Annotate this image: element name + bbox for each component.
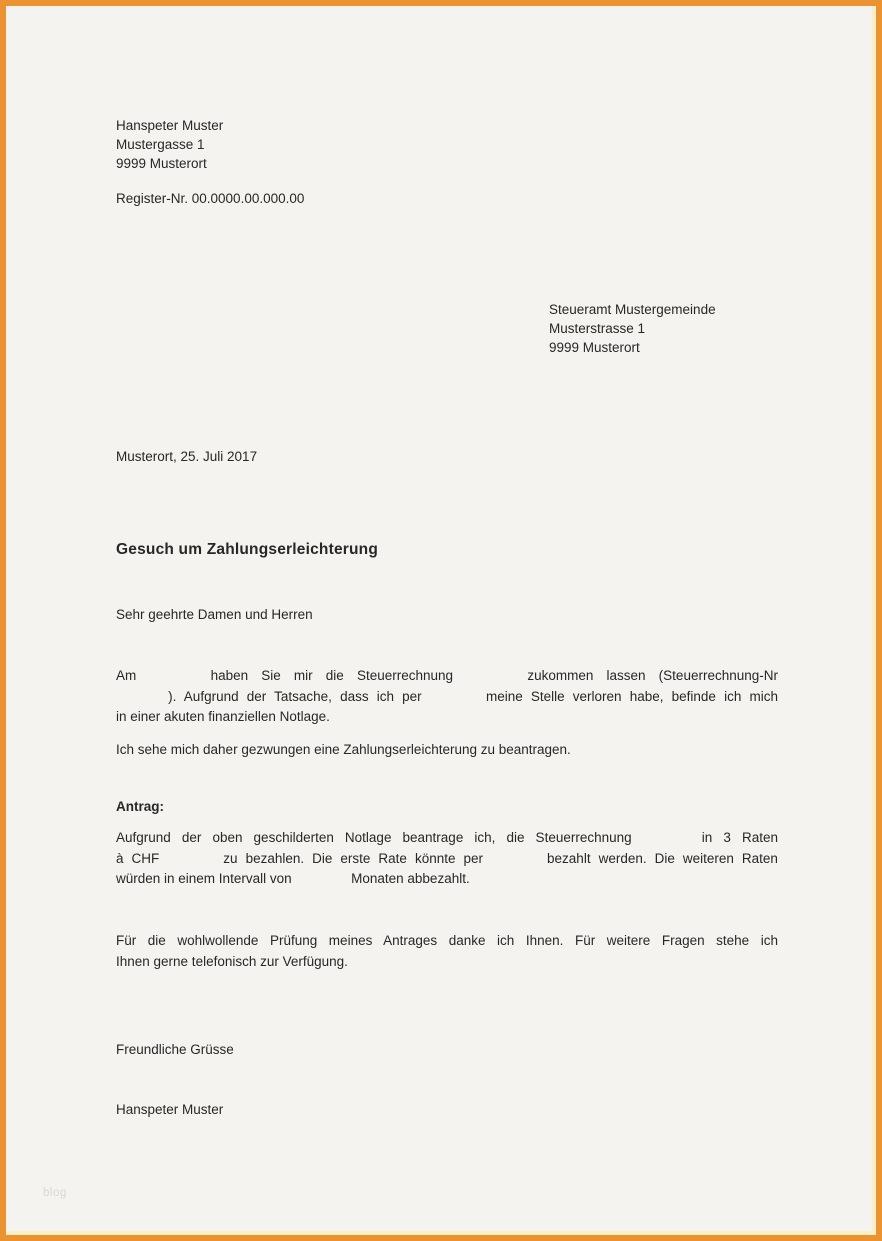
blank-field-months [295, 882, 347, 883]
blank-field-date [430, 700, 478, 701]
text-segment: Aufgrund der oben geschilderten Notlage beantrage ich, die Steuerrechnung [116, 830, 632, 845]
blank-field-year [466, 679, 514, 680]
sender-street: Mustergasse 1 [116, 137, 205, 152]
register-number: Register-Nr. 00.0000.00.000.00 [116, 191, 305, 206]
blank-field-date [149, 679, 197, 680]
text-segment: ). Aufgrund der Tatsache, dass ich per [168, 688, 422, 704]
text-segment: bezahlt werden. Die weiteren Raten [547, 850, 778, 866]
paragraph-intro-line-3: in einer akuten finanziellen Notlage. [116, 709, 330, 725]
recipient-street: Musterstrasse 1 [549, 321, 646, 336]
recipient-name: Steueramt Mustergemeinde [549, 302, 716, 317]
closing-formula: Freundliche Grüsse [116, 1042, 234, 1057]
sender-address-block [116, 116, 223, 173]
paragraph-intro [116, 666, 778, 728]
text-segment: à CHF [116, 850, 160, 866]
paragraph-thanks-line-2: Ihnen gerne telefonisch zur Verfügung. [116, 953, 348, 969]
blank-field-invoice-number [116, 700, 160, 701]
paragraph-antrag [116, 828, 778, 890]
paragraph-intro-line-2 [116, 687, 778, 708]
text-segment: würden in einem Intervall von [116, 871, 292, 887]
blank-field-amount [167, 862, 215, 863]
text-segment: in 3 Raten [701, 830, 778, 845]
paragraph-antrag-line-3 [116, 869, 778, 890]
signature-name: Hanspeter Muster [116, 1102, 224, 1117]
recipient-city: 9999 Musterort [549, 340, 640, 355]
subject-heading: Gesuch um Zahlungserleichterung [116, 541, 378, 558]
blank-field-date [491, 862, 539, 863]
recipient-address-block [549, 300, 716, 357]
paragraph-antrag-line-1 [116, 828, 778, 849]
antrag-label: Antrag: [116, 799, 164, 814]
text-segment: Am [116, 668, 137, 683]
text-segment: zukommen lassen (Steuerrechnung-Nr [527, 668, 778, 683]
watermark: blog [43, 1187, 67, 1199]
blank-field-year [643, 841, 691, 842]
salutation: Sehr geehrte Damen und Herren [116, 607, 313, 622]
date-line: Musterort, 25. Juli 2017 [116, 449, 258, 464]
text-segment: haben Sie mir die Steuerrechnung [210, 668, 454, 683]
text-segment: zu bezahlen. Die erste Rate könnte per [223, 850, 483, 866]
text-segment: Monaten abbezahlt. [351, 871, 470, 887]
paragraph-antrag-line-2 [116, 849, 778, 870]
paragraph-request: Ich sehe mich daher gezwungen eine Zahlungserleichterung zu beantragen. [116, 742, 571, 757]
paragraph-thanks-line-1: Für die wohlwollende Prüfung meines Antrages danke ich Ihnen. Für weitere Fragen stehe ich [116, 933, 778, 948]
sender-name: Hanspeter Muster [116, 118, 224, 133]
paragraph-thanks [116, 931, 778, 972]
text-segment: meine Stelle verloren habe, befinde ich mich [485, 688, 778, 704]
sender-city: 9999 Musterort [116, 156, 207, 171]
paragraph-intro-line-1 [116, 666, 778, 687]
